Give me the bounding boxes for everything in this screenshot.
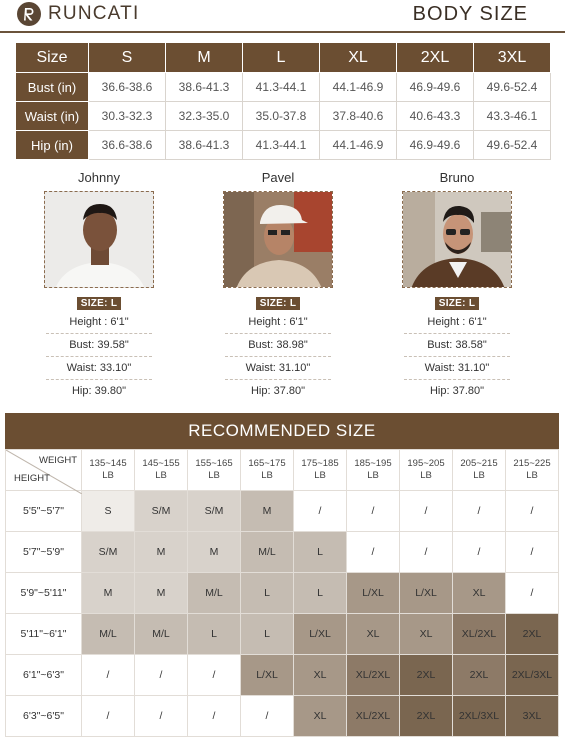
height-row-label: 5'11"~6'1" — [6, 614, 82, 655]
waist-row — [16, 102, 551, 131]
recommended-size-cell: M — [135, 532, 188, 573]
size-badge: SIZE: L — [435, 297, 480, 310]
recommended-size-cell: XL/2XL — [347, 696, 400, 737]
size-col-xl: XL — [320, 43, 397, 73]
table-cell: 49.6-52.4 — [474, 131, 551, 160]
recommended-size-cell: / — [82, 655, 135, 696]
recommended-size-cell: 2XL — [400, 696, 453, 737]
recommended-size-cell: M/L — [241, 532, 294, 573]
recommended-size-cell: 2XL — [400, 655, 453, 696]
height-row-label: 5'7"~5'9" — [6, 532, 82, 573]
recommended-size-cell: XL — [294, 696, 347, 737]
recommended-size-cell: L/XL — [400, 573, 453, 614]
recommended-size-title: RECOMMENDED SIZE — [5, 413, 559, 449]
height-row-label: 5'5"~5'7" — [6, 491, 82, 532]
bust-row — [16, 73, 551, 102]
hip-row — [16, 131, 551, 160]
weight-col-header: 145~155 LB — [135, 450, 188, 491]
table-cell: 41.3-44.1 — [243, 131, 320, 160]
model-name: Pavel — [261, 170, 295, 185]
recommended-size-cell: / — [506, 491, 559, 532]
recommended-size-cell: / — [506, 532, 559, 573]
table-cell: 35.0-37.8 — [243, 102, 320, 131]
size-col-2xl: 2XL — [397, 43, 474, 73]
table-cell: 49.6-52.4 — [474, 73, 551, 102]
recommended-size-cell: 3XL — [506, 696, 559, 737]
weight-col-header: 195~205 LB — [400, 450, 453, 491]
model-name: Bruno — [439, 170, 475, 185]
recommended-size-cell: XL — [400, 614, 453, 655]
recommended-size-cell: 2XL — [506, 614, 559, 655]
header-divider — [0, 31, 565, 33]
height-row — [6, 573, 559, 614]
height-row-label: 5'9"~5'11" — [6, 573, 82, 614]
weight-col-header: 185~195 LB — [347, 450, 400, 491]
size-corner-cell: Size — [16, 43, 89, 73]
table-cell: 36.6-38.6 — [89, 73, 166, 102]
recommended-size-cell: / — [453, 532, 506, 573]
height-axis-label: HEIGHT — [14, 473, 50, 484]
recommended-size-cell: / — [135, 696, 188, 737]
model-height: Height : 6'1" — [404, 311, 510, 334]
model-hip: Hip: 37.80" — [429, 385, 485, 397]
table-cell: 32.3-35.0 — [166, 102, 243, 131]
brand-name: RUNCATI — [48, 3, 140, 24]
recommended-size-cell: 2XL — [453, 655, 506, 696]
table-cell: 44.1-46.9 — [320, 73, 397, 102]
weight-height-corner — [6, 450, 82, 491]
recommended-size-cell: S/M — [135, 491, 188, 532]
recommended-size-cell: / — [135, 655, 188, 696]
recommended-size-cell: S — [82, 491, 135, 532]
recommended-size-cell: XL — [294, 655, 347, 696]
height-row-label: 6'3"~6'5" — [6, 696, 82, 737]
weight-header-row — [6, 450, 559, 491]
recommended-size-cell: / — [188, 696, 241, 737]
recommended-size-cell: 2XL/3XL — [506, 655, 559, 696]
recommended-size-table — [5, 449, 559, 737]
weight-col-header: 215~225 LB — [506, 450, 559, 491]
recommended-size-cell: XL/2XL — [453, 614, 506, 655]
model-bust: Bust: 38.58" — [404, 334, 510, 357]
recommended-size-cell: M/L — [135, 614, 188, 655]
size-col-s: S — [89, 43, 166, 73]
recommended-size-cell: / — [400, 532, 453, 573]
recommended-size-cell: 2XL/3XL — [453, 696, 506, 737]
recommended-size-cell: XL — [347, 614, 400, 655]
model-name: Johnny — [78, 170, 120, 185]
model-hip: Hip: 37.80" — [250, 385, 306, 397]
size-header-row — [16, 43, 551, 73]
table-cell: 37.8-40.6 — [320, 102, 397, 131]
recommended-size-cell: XL/2XL — [347, 655, 400, 696]
weight-axis-label: WEIGHT — [39, 455, 77, 466]
weight-col-header: 155~165 LB — [188, 450, 241, 491]
model-waist: Waist: 33.10" — [46, 357, 152, 380]
recommended-size-cell: / — [241, 696, 294, 737]
recommended-size-cell: / — [82, 696, 135, 737]
model-photo — [223, 191, 333, 288]
model-card-bruno — [401, 170, 513, 403]
recommended-size-cell: S/M — [188, 491, 241, 532]
model-height: Height : 6'1" — [46, 311, 152, 334]
recommended-size-cell: M/L — [82, 614, 135, 655]
size-badge: SIZE: L — [256, 297, 301, 310]
size-badge: SIZE: L — [77, 297, 122, 310]
model-hip: Hip: 39.80" — [71, 385, 127, 397]
logo-r-icon — [17, 2, 41, 26]
weight-col-header: 175~185 LB — [294, 450, 347, 491]
height-row — [6, 614, 559, 655]
recommended-size-cell: / — [294, 491, 347, 532]
height-row — [6, 532, 559, 573]
recommended-size-cell: L — [241, 573, 294, 614]
model-waist: Waist: 31.10" — [404, 357, 510, 380]
model-bust: Bust: 39.58" — [46, 334, 152, 357]
size-col-l: L — [243, 43, 320, 73]
recommended-size-cell: L — [294, 532, 347, 573]
row-label-waist: Waist (in) — [16, 102, 89, 131]
model-photo — [402, 191, 512, 288]
table-cell: 41.3-44.1 — [243, 73, 320, 102]
recommended-size-cell: / — [347, 532, 400, 573]
height-row-label: 6'1"~6'3" — [6, 655, 82, 696]
recommended-size-cell: XL — [453, 573, 506, 614]
table-cell: 43.3-46.1 — [474, 102, 551, 131]
page-title: BODY SIZE — [412, 3, 528, 25]
recommended-size-cell: L — [294, 573, 347, 614]
table-cell: 38.6-41.3 — [166, 73, 243, 102]
size-col-m: M — [166, 43, 243, 73]
recommended-size-cell: L/XL — [241, 655, 294, 696]
recommended-size-cell: L/XL — [294, 614, 347, 655]
weight-col-header: 135~145 LB — [82, 450, 135, 491]
weight-col-header: 205~215 LB — [453, 450, 506, 491]
recommended-size-cell: L — [241, 614, 294, 655]
model-bust: Bust: 38.98" — [225, 334, 331, 357]
body-size-table — [15, 42, 551, 160]
recommended-size-cell: / — [506, 573, 559, 614]
recommended-size-cell: M — [188, 532, 241, 573]
recommended-size-cell: M — [82, 573, 135, 614]
table-cell: 38.6-41.3 — [166, 131, 243, 160]
table-cell: 44.1-46.9 — [320, 131, 397, 160]
weight-col-header: 165~175 LB — [241, 450, 294, 491]
brand-logo — [17, 2, 139, 26]
recommended-size-cell: / — [188, 655, 241, 696]
recommended-size-cell: L — [188, 614, 241, 655]
row-label-hip: Hip (in) — [16, 131, 89, 160]
model-waist: Waist: 31.10" — [225, 357, 331, 380]
recommended-size-cell: / — [400, 491, 453, 532]
model-photo — [44, 191, 154, 288]
table-cell: 30.3-32.3 — [89, 102, 166, 131]
recommended-size-cell: M — [241, 491, 294, 532]
table-cell: 46.9-49.6 — [397, 73, 474, 102]
size-col-3xl: 3XL — [474, 43, 551, 73]
height-row — [6, 696, 559, 737]
recommended-size-cell: M — [135, 573, 188, 614]
recommended-size-cell: / — [347, 491, 400, 532]
recommended-size-cell: L/XL — [347, 573, 400, 614]
model-height: Height : 6'1" — [225, 311, 331, 334]
header — [0, 0, 565, 30]
table-cell: 46.9-49.6 — [397, 131, 474, 160]
row-label-bust: Bust (in) — [16, 73, 89, 102]
height-row — [6, 491, 559, 532]
recommended-size-cell: M/L — [188, 573, 241, 614]
model-card-johnny — [43, 170, 155, 403]
table-cell: 40.6-43.3 — [397, 102, 474, 131]
recommended-size-cell: / — [453, 491, 506, 532]
table-cell: 36.6-38.6 — [89, 131, 166, 160]
height-row — [6, 655, 559, 696]
model-card-pavel — [222, 170, 334, 403]
recommended-size-cell: S/M — [82, 532, 135, 573]
